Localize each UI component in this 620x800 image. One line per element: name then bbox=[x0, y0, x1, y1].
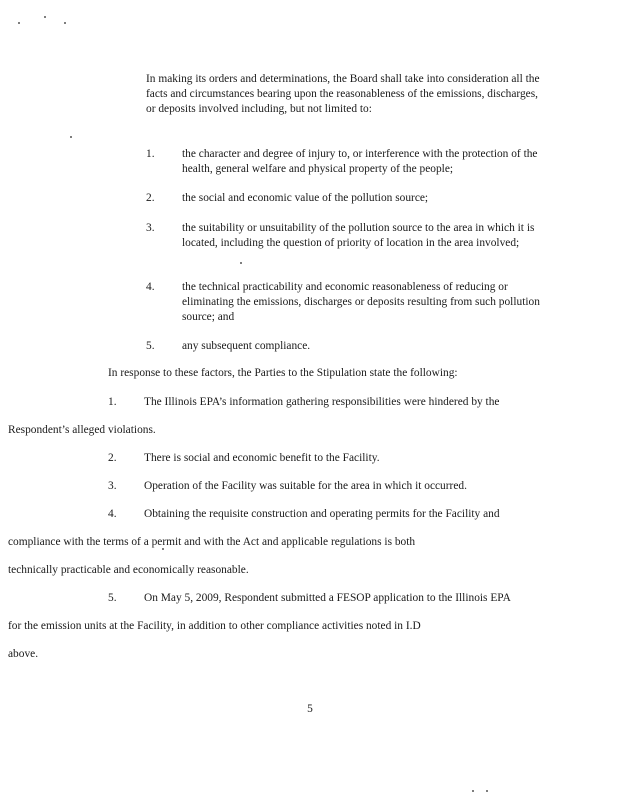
factor-number: 5. bbox=[146, 340, 155, 352]
factor-item bbox=[146, 147, 546, 177]
scan-speck bbox=[240, 262, 242, 264]
scan-speck bbox=[64, 22, 66, 24]
scan-speck bbox=[44, 16, 46, 18]
response-text: There is social and economic benefit to the Facility. bbox=[144, 452, 380, 464]
response-number: 4. bbox=[108, 508, 117, 520]
response-text: Obtaining the requisite construction and operating permits for the Facility and bbox=[144, 508, 500, 520]
response-continuation: technically practicable and economically reasonable. bbox=[8, 564, 249, 576]
response-continuation: compliance with the terms of a permit and with the Act and applicable regulations is both bbox=[8, 536, 416, 548]
factor-text: the social and economic value of the pollution source; bbox=[182, 192, 429, 204]
factor-number: 2. bbox=[146, 192, 155, 204]
factor-number: 4. bbox=[146, 281, 155, 293]
response-text: Operation of the Facility was suitable for the area in which it occurred. bbox=[144, 480, 467, 492]
factor-item bbox=[146, 191, 546, 206]
scan-speck bbox=[472, 790, 474, 792]
scan-speck bbox=[486, 790, 488, 792]
scan-speck bbox=[70, 136, 72, 138]
factor-number: 3. bbox=[146, 222, 155, 234]
factor-item bbox=[146, 221, 546, 251]
response-text: The Illinois EPA’s information gathering responsibilities were hindered by the bbox=[144, 396, 500, 408]
response-intro: In response to these factors, the Parties to the Stipulation state the following: bbox=[108, 367, 458, 379]
response-item bbox=[8, 388, 542, 444]
response-continuation: for the emission units at the Facility, in addition to other compliance activities noted in I.D bbox=[8, 620, 421, 632]
factor-number: 1. bbox=[146, 148, 155, 160]
response-number: 1. bbox=[108, 396, 117, 408]
factor-item bbox=[146, 339, 546, 354]
response-item bbox=[108, 444, 542, 472]
intro-paragraph: In making its orders and determinations, the Board shall take into consideration all the facts and circumstances bearing upon the reasonableness of the emissions, discharges, or deposits involved including, but not limited to: bbox=[146, 73, 540, 115]
scan-speck bbox=[18, 22, 20, 24]
factor-text: the character and degree of injury to, or interference with the protection of the health, general welfare and physical property of the people; bbox=[182, 148, 538, 175]
response-number: 2. bbox=[108, 452, 117, 464]
response-item bbox=[8, 584, 542, 668]
factor-text: the technical practicability and economic reasonableness of reducing or eliminating the emissions, discharges or deposits resulting from such pollution source; and bbox=[182, 281, 540, 323]
factor-text: any subsequent compliance. bbox=[182, 340, 311, 352]
factor-item bbox=[146, 280, 546, 325]
response-continuation: Respondent’s alleged violations. bbox=[8, 424, 156, 436]
response-item bbox=[8, 500, 542, 584]
response-text: On May 5, 2009, Respondent submitted a FESOP application to the Illinois EPA bbox=[144, 592, 511, 604]
response-number: 3. bbox=[108, 480, 117, 492]
response-item bbox=[108, 472, 542, 500]
factor-text: the suitability or unsuitability of the pollution source to the area in which it is located, including the question of priority of location in the area involved; bbox=[182, 222, 535, 249]
response-continuation: above. bbox=[8, 648, 39, 660]
page-number: 5 bbox=[307, 703, 313, 715]
response-number: 5. bbox=[108, 592, 117, 604]
